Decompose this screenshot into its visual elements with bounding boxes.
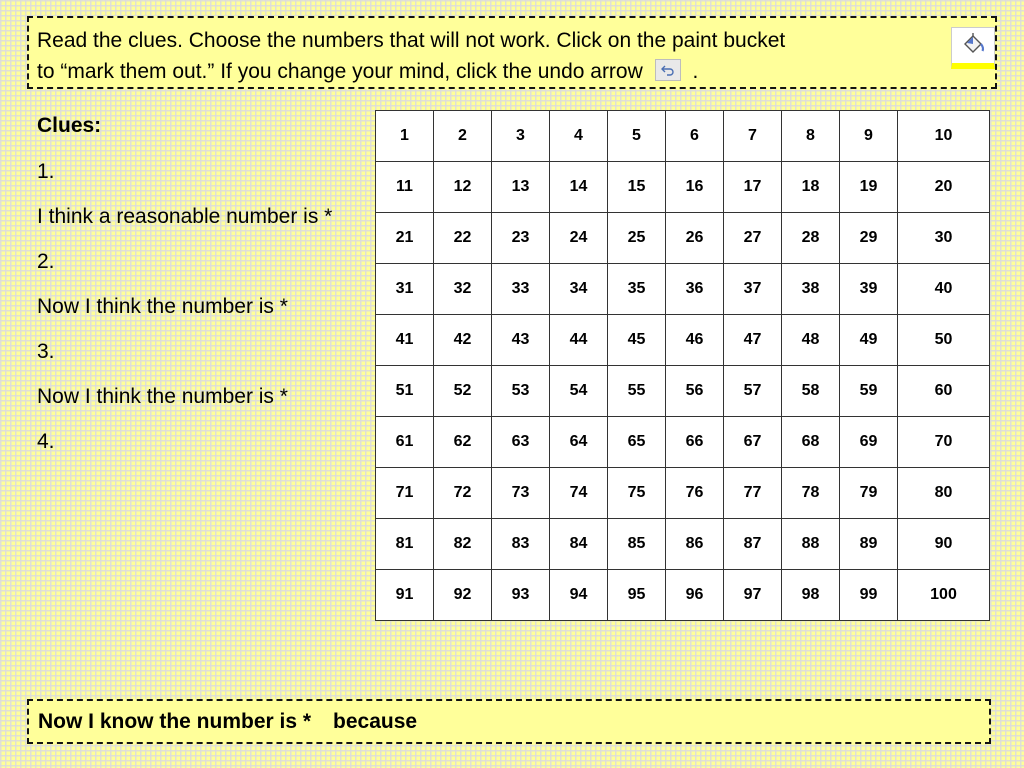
instructions-text-line2: to “mark them out.” If you change your mind, click the undo arrow bbox=[37, 60, 643, 83]
grid-cell[interactable]: 64 bbox=[550, 417, 608, 468]
clue-number-2: 2. bbox=[37, 250, 55, 273]
grid-cell[interactable]: 70 bbox=[898, 417, 990, 468]
grid-cell[interactable]: 81 bbox=[376, 519, 434, 570]
grid-cell[interactable]: 10 bbox=[898, 111, 990, 162]
grid-cell[interactable]: 13 bbox=[492, 162, 550, 213]
grid-row bbox=[376, 417, 990, 468]
grid-cell[interactable]: 3 bbox=[492, 111, 550, 162]
grid-cell[interactable]: 58 bbox=[782, 366, 840, 417]
answer-because: because bbox=[333, 710, 418, 733]
grid-cell[interactable]: 90 bbox=[898, 519, 990, 570]
grid-cell[interactable]: 89 bbox=[840, 519, 898, 570]
grid-cell[interactable]: 72 bbox=[434, 468, 492, 519]
grid-cell[interactable]: 22 bbox=[434, 213, 492, 264]
grid-cell[interactable]: 69 bbox=[840, 417, 898, 468]
answer-box bbox=[27, 699, 991, 744]
grid-cell[interactable]: 61 bbox=[376, 417, 434, 468]
clue-text-1: I think a reasonable number is * bbox=[37, 205, 333, 228]
grid-cell[interactable]: 63 bbox=[492, 417, 550, 468]
grid-cell[interactable]: 8 bbox=[782, 111, 840, 162]
grid-cell[interactable]: 17 bbox=[724, 162, 782, 213]
grid-cell[interactable]: 96 bbox=[666, 570, 724, 621]
grid-cell[interactable]: 18 bbox=[782, 162, 840, 213]
grid-cell[interactable]: 94 bbox=[550, 570, 608, 621]
grid-cell[interactable]: 56 bbox=[666, 366, 724, 417]
paint-bucket-icon bbox=[959, 32, 987, 58]
grid-cell[interactable]: 39 bbox=[840, 264, 898, 315]
grid-cell[interactable]: 80 bbox=[898, 468, 990, 519]
grid-cell[interactable]: 30 bbox=[898, 213, 990, 264]
grid-cell[interactable]: 16 bbox=[666, 162, 724, 213]
grid-cell[interactable]: 33 bbox=[492, 264, 550, 315]
grid-cell[interactable]: 46 bbox=[666, 315, 724, 366]
clue-number-1: 1. bbox=[37, 160, 55, 183]
grid-cell[interactable]: 91 bbox=[376, 570, 434, 621]
grid-cell[interactable]: 66 bbox=[666, 417, 724, 468]
grid-cell[interactable]: 4 bbox=[550, 111, 608, 162]
grid-cell[interactable]: 77 bbox=[724, 468, 782, 519]
grid-cell[interactable]: 100 bbox=[898, 570, 990, 621]
grid-cell[interactable]: 68 bbox=[782, 417, 840, 468]
grid-cell[interactable]: 21 bbox=[376, 213, 434, 264]
grid-cell[interactable]: 35 bbox=[608, 264, 666, 315]
clue-number-4: 4. bbox=[37, 430, 55, 453]
grid-row bbox=[376, 519, 990, 570]
grid-cell[interactable]: 15 bbox=[608, 162, 666, 213]
grid-cell[interactable]: 31 bbox=[376, 264, 434, 315]
grid-cell[interactable]: 99 bbox=[840, 570, 898, 621]
grid-cell[interactable]: 51 bbox=[376, 366, 434, 417]
clues-title: Clues: bbox=[37, 114, 102, 137]
grid-cell[interactable]: 54 bbox=[550, 366, 608, 417]
grid-cell[interactable]: 83 bbox=[492, 519, 550, 570]
undo-button[interactable] bbox=[655, 59, 681, 81]
grid-cell[interactable]: 79 bbox=[840, 468, 898, 519]
grid-cell[interactable]: 59 bbox=[840, 366, 898, 417]
clues-panel bbox=[37, 112, 337, 473]
grid-cell[interactable]: 43 bbox=[492, 315, 550, 366]
grid-cell[interactable]: 71 bbox=[376, 468, 434, 519]
grid-cell[interactable]: 87 bbox=[724, 519, 782, 570]
grid-cell[interactable]: 26 bbox=[666, 213, 724, 264]
grid-cell[interactable]: 93 bbox=[492, 570, 550, 621]
grid-cell[interactable]: 92 bbox=[434, 570, 492, 621]
grid-cell[interactable]: 2 bbox=[434, 111, 492, 162]
instructions-period: . bbox=[692, 60, 699, 83]
grid-cell[interactable]: 73 bbox=[492, 468, 550, 519]
grid-cell[interactable]: 82 bbox=[434, 519, 492, 570]
grid-cell[interactable]: 52 bbox=[434, 366, 492, 417]
grid-row bbox=[376, 162, 990, 213]
grid-cell[interactable]: 6 bbox=[666, 111, 724, 162]
grid-cell[interactable]: 42 bbox=[434, 315, 492, 366]
grid-cell[interactable]: 41 bbox=[376, 315, 434, 366]
grid-cell[interactable]: 29 bbox=[840, 213, 898, 264]
grid-cell[interactable]: 53 bbox=[492, 366, 550, 417]
instructions-box bbox=[27, 16, 997, 89]
grid-cell[interactable]: 32 bbox=[434, 264, 492, 315]
grid-cell[interactable]: 57 bbox=[724, 366, 782, 417]
grid-cell[interactable]: 97 bbox=[724, 570, 782, 621]
grid-cell[interactable]: 34 bbox=[550, 264, 608, 315]
grid-cell[interactable]: 1 bbox=[376, 111, 434, 162]
grid-cell[interactable]: 86 bbox=[666, 519, 724, 570]
grid-cell[interactable]: 14 bbox=[550, 162, 608, 213]
grid-cell[interactable]: 23 bbox=[492, 213, 550, 264]
grid-cell[interactable]: 45 bbox=[608, 315, 666, 366]
answer-prefix: Now I know the number is * bbox=[38, 710, 312, 733]
grid-cell[interactable]: 7 bbox=[724, 111, 782, 162]
grid-cell[interactable]: 11 bbox=[376, 162, 434, 213]
grid-cell[interactable]: 49 bbox=[840, 315, 898, 366]
grid-cell[interactable]: 95 bbox=[608, 570, 666, 621]
grid-cell[interactable]: 44 bbox=[550, 315, 608, 366]
clue-text-2: Now I think the number is * bbox=[37, 295, 288, 318]
grid-cell[interactable]: 9 bbox=[840, 111, 898, 162]
grid-cell[interactable]: 40 bbox=[898, 264, 990, 315]
grid-cell[interactable]: 85 bbox=[608, 519, 666, 570]
grid-cell[interactable]: 28 bbox=[782, 213, 840, 264]
grid-cell[interactable]: 60 bbox=[898, 366, 990, 417]
grid-cell[interactable]: 20 bbox=[898, 162, 990, 213]
grid-row bbox=[376, 264, 990, 315]
grid-row bbox=[376, 315, 990, 366]
grid-row bbox=[376, 468, 990, 519]
paint-bucket-button[interactable] bbox=[951, 27, 995, 69]
grid-row bbox=[376, 570, 990, 621]
grid-cell[interactable]: 67 bbox=[724, 417, 782, 468]
grid-cell[interactable]: 24 bbox=[550, 213, 608, 264]
grid-row bbox=[376, 213, 990, 264]
grid-cell[interactable]: 5 bbox=[608, 111, 666, 162]
grid-cell[interactable]: 48 bbox=[782, 315, 840, 366]
clue-number-3: 3. bbox=[37, 340, 55, 363]
grid-cell[interactable]: 36 bbox=[666, 264, 724, 315]
grid-cell[interactable]: 74 bbox=[550, 468, 608, 519]
grid-cell[interactable]: 78 bbox=[782, 468, 840, 519]
grid-cell[interactable]: 76 bbox=[666, 468, 724, 519]
grid-cell[interactable]: 55 bbox=[608, 366, 666, 417]
grid-cell[interactable]: 19 bbox=[840, 162, 898, 213]
grid-cell[interactable]: 75 bbox=[608, 468, 666, 519]
grid-cell[interactable]: 12 bbox=[434, 162, 492, 213]
grid-row bbox=[376, 111, 990, 162]
grid-cell[interactable]: 25 bbox=[608, 213, 666, 264]
grid-cell[interactable]: 98 bbox=[782, 570, 840, 621]
grid-cell[interactable]: 37 bbox=[724, 264, 782, 315]
grid-cell[interactable]: 65 bbox=[608, 417, 666, 468]
grid-cell[interactable]: 88 bbox=[782, 519, 840, 570]
grid-cell[interactable]: 62 bbox=[434, 417, 492, 468]
instructions-text-line1: Read the clues. Choose the numbers that will not work. Click on the paint bucket bbox=[37, 29, 786, 52]
grid-cell[interactable]: 50 bbox=[898, 315, 990, 366]
grid-row bbox=[376, 366, 990, 417]
clue-text-3: Now I think the number is * bbox=[37, 385, 288, 408]
grid-cell[interactable]: 47 bbox=[724, 315, 782, 366]
hundreds-grid bbox=[375, 110, 990, 621]
undo-arrow-icon bbox=[660, 64, 676, 76]
grid-cell[interactable]: 84 bbox=[550, 519, 608, 570]
grid-cell[interactable]: 27 bbox=[724, 213, 782, 264]
grid-cell[interactable]: 38 bbox=[782, 264, 840, 315]
